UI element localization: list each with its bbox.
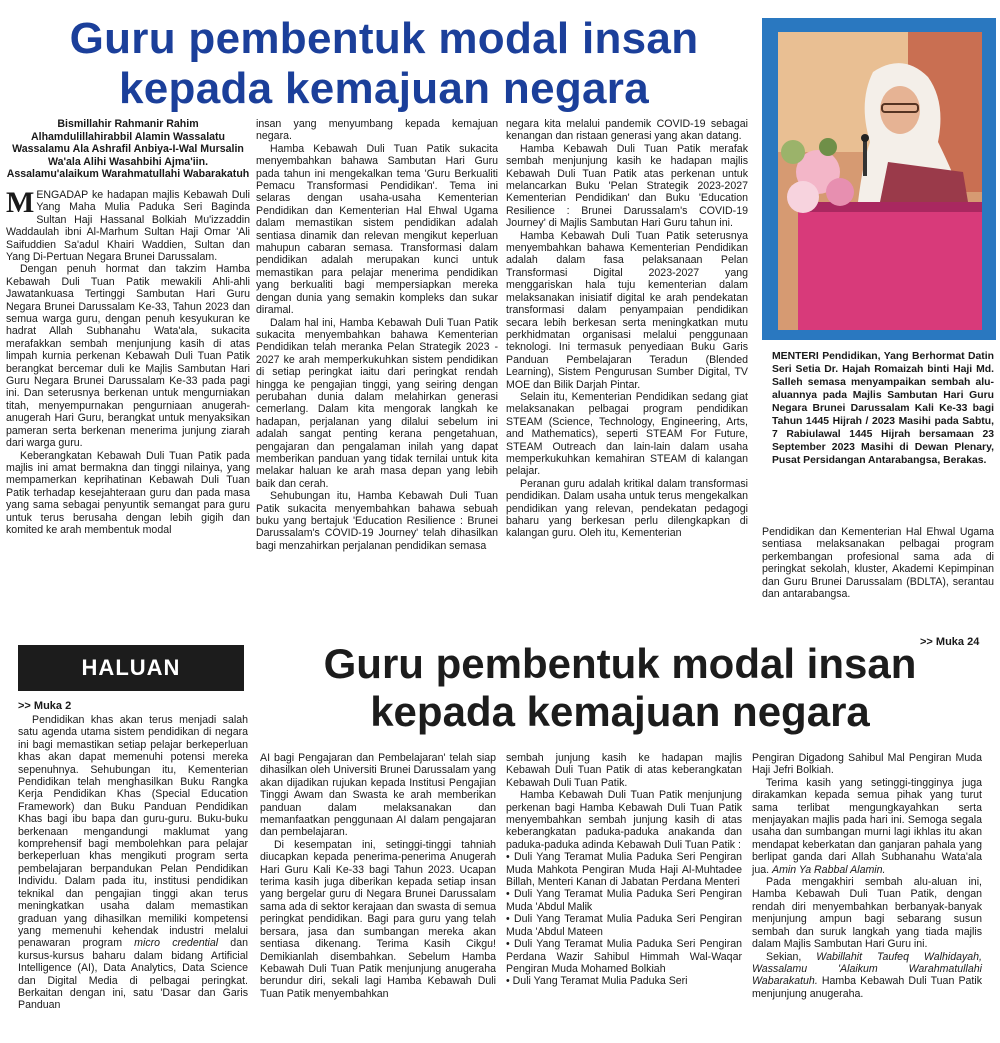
bottom-headline-line-1: Guru pembentuk modal insan: [323, 640, 917, 687]
bottom-headline: [250, 640, 990, 736]
minister-photo: [778, 32, 982, 330]
top-col2-para4: Sehubungan itu, Hamba Kebawah Duli Tuan Patik sukacita menyembahkan bahawa sebuah buku yang bertajuk 'Education Resilience : Brunei Darussalam's COVID-19 Journey' telah dihasilkan bagi menzahirkan perjalanan pendidikan semasa: [256, 490, 498, 552]
bottom-col2-para1: AI bagi Pengajaran dan Pembelajaran' telah siap dihasilkan oleh Universiti Brunei Darussalam yang akan dijadikan rujukan kepada Institusi Pengajian Tinggi Awam dan Swasta ke arah memberikan panduan dalam melaksanakan dan memanfaatkan penggunaan AI dalam pengajaran dan pembelajaran.: [260, 752, 496, 839]
top-col3-para4: Selain itu, Kementerian Pendidikan sedang giat melaksanakan pelbagai program pendidikan STEAM (Science, Technology, Engineering, Arts, and Mathematics), seperti STEAM For Future, STEAM Outreach dan lain-lain dalam usaha memperkukuhkan kemahiran STEAM di kalangan pelajar.: [506, 390, 748, 478]
photo-frame: [762, 18, 996, 340]
bottom-col3-para1: sembah junjung kasih ke hadapan majlis Kebawah Duli Tuan Patik di atas keberangkatan Kebawah Duli Tuan Patik.: [506, 752, 742, 789]
drop-cap: M: [6, 185, 35, 219]
bottom-column-2: [260, 752, 496, 1000]
top-headline: [6, 14, 762, 114]
bismillah-greeting: Bismillahir Rahmanir Rahim Alhamdulillahirabbil Alamin Wassalatu Wassalamu Ala Ashrafil Anbiya-I-Wal Mursalin Wa'ala Alihi Wasahbihi Ajma'iin. Assalamu'alaikum Warahmatullahi Wabarakatuh: [6, 118, 250, 181]
top-column-4: [762, 526, 994, 600]
bottom-col1-para1: [18, 714, 248, 1012]
bottom-col4-para2-text: Terima kasih yang setinggi-tingginya juga dirakamkan kepada semua pihak yang turut sama terlibat mengungkayahkan serta menjayakan majlis pada hari ini. Semoga segala usaha dan sumbangan murni lagi ikhlas itu akan mendapat keberkatan dan ganjaran pahala yang berlipat ganda dari Allah Subhanahu Wata'ala jua.: [752, 776, 982, 876]
top-column-1: [6, 118, 250, 536]
bottom-col1-emphasis: micro credential: [134, 937, 219, 950]
top-col3-para2: Hamba Kebawah Duli Tuan Patik merafak sembah menjunjung kasih ke hadapan majlis Kebawah Duli Tuan Patik atas perkenan untuk melancarkan Buku 'Pelan Strategik 2023-2027 Kementerian Pendidikan' dan Buku 'Education Resilience : Brunei Darussalam's COVID-19 Journey' di Majlis Sambutan Hari Guru tahun ini.: [506, 142, 748, 230]
continued-page-ref: >> Muka 24: [920, 636, 980, 648]
top-col3-para1: negara kita melalui pandemik COVID-19 sebagai kenangan dan ristaan generasi yang akan datang.: [506, 118, 748, 143]
list-item: • Duli Yang Teramat Mulia Paduka Seri Pengiran Perdana Wazir Sahibul Himmah Wal-Waqar Pengiran Muda Mohamed Bolkiah: [506, 938, 742, 975]
royal-family-list: [506, 851, 742, 987]
bottom-col4-para4-emphasis: Wabillahit Taufeq Walhidayah, Wassalamu 'Alaikum Warahmatullahi Wabarakatuh.: [752, 950, 983, 988]
top-headline-line-1: Guru pembentuk modal insan: [69, 14, 699, 63]
bottom-col4-para4: [752, 951, 982, 1001]
top-col1-para1: [6, 185, 250, 263]
bottom-col4-para3: Pada mengakhiri sembah alu-aluan ini, Hamba Kebawah Duli Tuan Patik, dengan rendah diri menyembahkan berbanyak-banyak menjunjung ampun bagi sebarang susun sembah dan suruk langkah yang tiada majlis dalam Majlis Sambutan Hari Guru ini.: [752, 876, 982, 951]
bottom-col4-para4-text-a: Sekian,: [766, 950, 817, 963]
bottom-col4-para2: [752, 777, 982, 876]
bottom-column-1: [18, 714, 248, 1012]
bottom-headline-line-2: kepada kemajuan negara: [370, 688, 870, 735]
section-label-haluan: HALUAN: [18, 645, 244, 691]
top-column-2: [256, 118, 498, 552]
top-col4-para1: Pendidikan dan Kementerian Hal Ehwal Ugama sentiasa melaksanakan pelbagai program perkembangan profesional sama ada di peringkat sekolah, kluster, Akademi Kepimpinan dan Guru Brunei Darussalam (BDLTA), serantau dan antarabangsa.: [762, 526, 994, 601]
bottom-col2-para2: Di kesempatan ini, setinggi-tinggi tahniah diucapkan kepada penerima-penerima Anugerah Hari Guru Kali Ke-33 bagi Tahun 2023. Ucapan terima kasih juga diberikan kepada setiap insan yang bergelar guru di Negara Brunei Darussalam sama ada di sektor kerajaan dan swasta di semua peringkat pendidikan. Bagi para guru yang telah bersara, jasa dan sumbangan mereka akan sentiasa dikenang. Terima Kasih Cikgu! Demikianlah disembahkan. Sebelum Hamba Kebawah Duli Tuan Patik menjunjung anugeraha berundur diri, sekali lagi Hamba Kebawah Duli Tuan Patik menyembahkan: [260, 838, 496, 1000]
top-col3-para3: Hamba Kebawah Duli Tuan Patik seterusnya menyembahkan bahawa Kementerian Pendidikan adalah dalam fasa pelaksanaan Pelan Transformasi Digital 2023-2027 yang menggariskan hala tuju kementerian dalam melaksanakan inisiatif digital ke arah pendekatan transformasi dalam penyampaian pendidikan secara lebih berkesan serta meningkatkan mutu perkhidmatan organisasi melalui penggunaan teknologi. Ini termasuk penyediaan Buku Garis Panduan Pembelajaran Teradun (Blended Learning), Sistem Pengurusan Sumber Digital, TV MOE dan Bilik Darjah Pintar.: [506, 229, 748, 391]
bottom-col1-text-b: dan kursus-kursus baharu dalam bidang Artificial Intelligence (AI), Data Analytics, Data Science dan Digital Media di pelbagai peringkat. Berkaitan dengan ini, satu 'Dasar dan Garis Panduan: [18, 937, 248, 1012]
top-col2-para2: Hamba Kebawah Duli Tuan Patik sukacita menyembahkan bahawa Sambutan Hari Guru pada tahun ini mengekalkan tema 'Guru Berkualiti Pemacu Transformasi Pendidikan'. Tema ini selaras dengan usaha-usaha Kementerian Pendidikan dan Kementerian Hal Ehwal Ugama dalam memastikan sistem pendidikan adalah sentiasa dinamik dan relevan mengikut keperluan mahupun cabaran semasa. Transformasi dalam pendidikan adalah merupakan kunci untuk memastikan para pelajar menerima pendidikan yang berkualiti bagi mempersiapkan mereka dengan dunia yang semakin kompleks dan sukar diramal.: [256, 142, 498, 317]
top-col2-para3: Dalam hal ini, Hamba Kebawah Duli Tuan Patik sukacita menyembahkan bahawa Kementerian Pendidikan telah meranka Pelan Strategik 2023 - 2027 ke arah memperkukuhkan sistem pendidikan di setiap peringkat iaitu dari peringkat rendah hingga ke pengajian tinggi, yang seiring dengan perubahan dunia dalam melahirkan generasi cemerlang. Dalam kita mengorak langkah ke hadapan, perjalanan yang dilalui sebelum ini adalah sangat penting kerana pengetahuan, pengajaran dan pengalaman inilah yang dapat memberikan panduan yang tidak ternilai untuk kita melakar haluan ke arah masa depan yang lebih baik dan cerah.: [256, 316, 498, 490]
top-column-3: [506, 118, 748, 540]
bottom-column-4: [752, 752, 982, 1000]
top-col1-para3: Keberangkatan Kebawah Duli Tuan Patik pada majlis ini amat bermakna dan tinggi nilainya, yang mempamerkan keprihatinan Kebawah Duli Tuan Patik terhadap kesejahteraan guru dan pada masa yang sama sebagai penyuntik semangat para guru untuk terus berusaha dengan lebih gigih dan komited ke arah membentuk modal: [6, 449, 250, 536]
top-headline-line-2: kepada kemajuan negara: [119, 64, 649, 113]
photo-caption: MENTERI Pendidikan, Yang Berhormat Datin Seri Setia Dr. Hajah Romaizah binti Haji Md. Salleh semasa menyampaikan sembah alu-aluannya pada Majlis Sambutan Hari Guru Negara Brunei Darussalam Kali Ke-33 bagi Tahun 1445 Hijrah / 2023 Masihi pada Sabtu, 7 Rabiulawal 1445 Hijrah bersamaan 23 September 2023 Masihi di Dewan Plenary, Pusat Persidangan Antarabangsa, Berakas.: [772, 351, 994, 466]
top-col3-para5: Peranan guru adalah kritikal dalam transformasi pendidikan. Dalam usaha untuk terus mengekalkan pendidikan yang relevan, pendekatan pedagogi baharu yang berkesan perlu dilengkapkan di kalangan guru. Oleh itu, Kementerian: [506, 477, 748, 540]
from-page-ref: >> Muka 2: [18, 700, 72, 712]
bottom-col1-text-a: Pendidikan khas akan terus menjadi salah satu agenda utama sistem pendidikan di negara ini bagi memastikan setiap pelajar berkeperluan khas akan dapat memenuhi potensi mereka sepenuhnya. Sehubungan itu, Kementerian Pendidikan telah menghasilkan Buku Rangka Kerja Pendidikan Khas (Special Education Framework) dan Buku Panduan Pendidikan Khas bagi ibu bapa dan guru-guru. Buku-buku berkenaan mengandungi maklumat yang komprehensif bagi membolehkan para pelajar berkeperluan khas mengikuti program serta pembelajaran berpandukan Pelan Pendidikan Individu. Dalam pada itu, institusi pendidikan teknikal dan pengajian tinggi akan terus meningkatkan usaha dalam memastikan graduan yang dihasilkan memiliki kompetensi yang memenuhi kehendak industri melalui penawaran program: [18, 714, 248, 950]
bottom-col4-para1: Pengiran Digadong Sahibul Mal Pengiran Muda Haji Jefri Bolkiah.: [752, 752, 982, 777]
bottom-col4-para4-text-b: Hamba Kebawah Duli Tuan Patik menjunjung anugeraha.: [752, 975, 982, 1000]
list-item: • Duli Yang Teramat Mulia Paduka Seri Pengiran Muda Mahkota Pengiran Muda Haji Al-Muhtadee Billah, Menteri Kanan di Jabatan Perdana Menteri: [506, 851, 742, 889]
minister-photo-illustration: [778, 32, 982, 330]
list-item: • Duli Yang Teramat Mulia Paduka Seri Pengiran Muda 'Abdul Mateen: [506, 913, 742, 938]
top-col1-para2: Dengan penuh hormat dan takzim Hamba Kebawah Duli Tuan Patik mewakili Ahli-ahli Jawatankuasa Tertinggi Sambutan Hari Guru Negara Brunei Darussalam Ke-33, Tahun 2023 dan semua warga guru, dengan penuh kesyukuran ke hadrat Allah Subhanahu Wata'ala, sukacita merafakkan sembah menjunjung kasih di atas limpah kurnia perkenan Kebawah Duli Tuan Patik berangkat bercemar duli ke Majlis Sambutan Hari Guru Negara Brunei Darussalam Ke-33 pada pagi ini. Dan seterusnya berkenan untuk mengurniakan titah, menyempurnakan pengurniaan anugerah-anugerah Hari Guru, berangkat untuk menyaksikan pameran serta berkenan menerima junjung ziarah dari warga guru.: [6, 263, 250, 450]
top-col1-para1-text: ENGADAP ke hadapan majlis Kebawah Duli Yang Maha Mulia Paduka Seri Baginda Sultan Haji Hassanal Bolkiah Mu'izzaddin Waddaulah ibni Al-Marhum Sultan Haji Omar 'Ali Saifuddien Sa'adul Khairi Waddien, Sultan dan Yang Di-Pertuan Negara Brunei Darussalam.: [6, 188, 250, 263]
bottom-column-3: [506, 752, 742, 988]
list-item: • Duli Yang Teramat Mulia Paduka Seri Pengiran Muda 'Abdul Malik: [506, 888, 742, 913]
bottom-col3-para2: Hamba Kebawah Duli Tuan Patik menjunjung perkenan bagi Hamba Kebawah Duli Tuan Patik menyembahkan sembah junjung kasih di atas keberangkatan paduka-paduka anakanda dan paduka-paduka adinda Kebawah Duli Tuan Patik :: [506, 789, 742, 851]
bottom-col4-para2-emphasis: Amin Ya Rabbal Alamin.: [772, 863, 886, 876]
top-col2-para1: insan yang menyumbang kepada kemajuan negara.: [256, 118, 498, 143]
list-item: • Duli Yang Teramat Mulia Paduka Seri: [506, 975, 688, 988]
